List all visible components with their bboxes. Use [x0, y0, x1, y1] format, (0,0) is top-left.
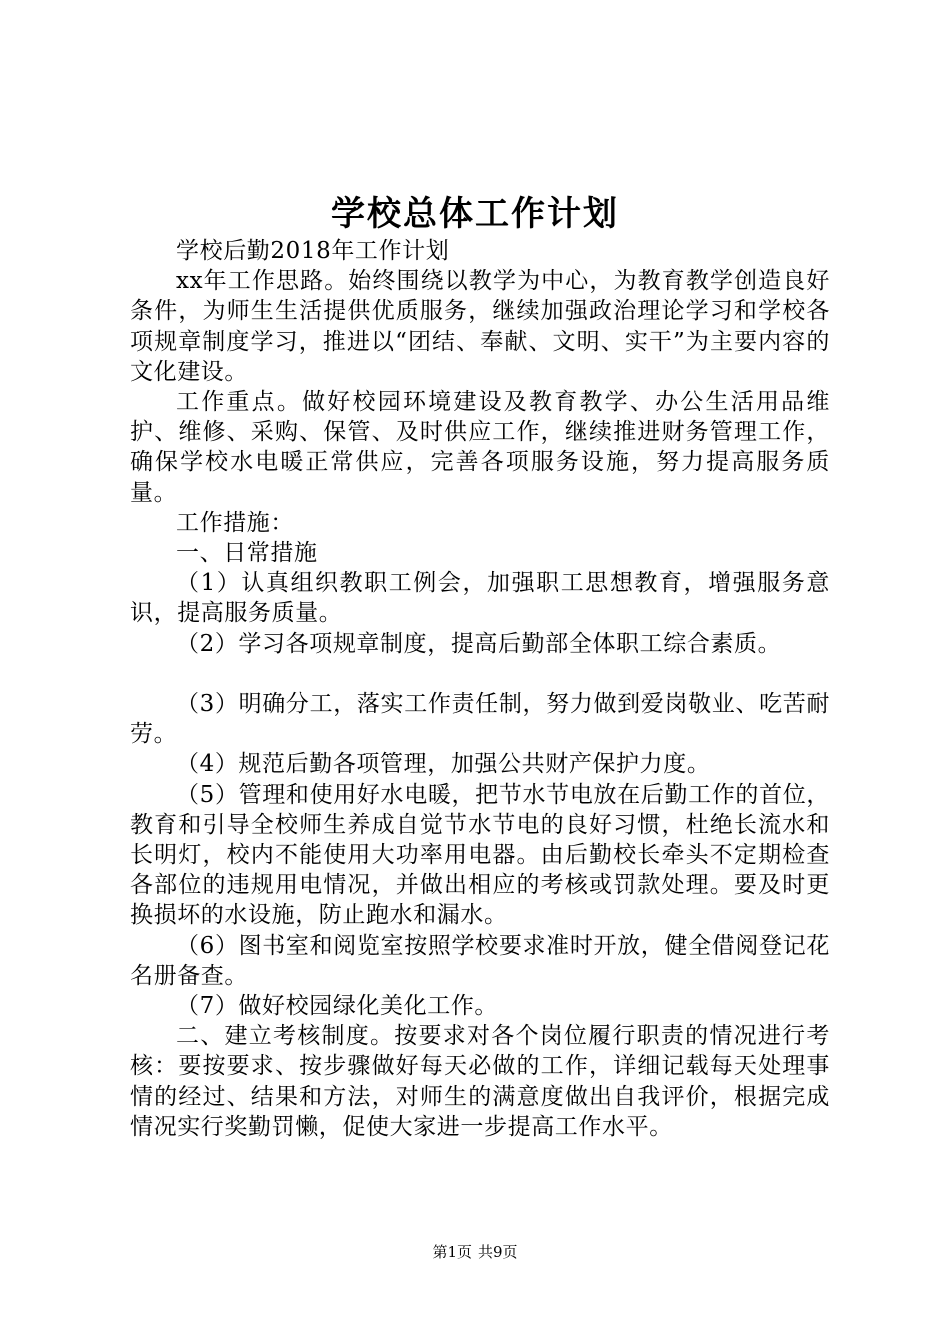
paragraph-item-4: （4）规范后勤各项管理，加强公共财产保护力度。 — [176, 751, 711, 778]
paragraph-item-6: （6）图书室和阅览室按照学校要求准时开放，健全借阅登记花名册备查。 — [130, 932, 830, 989]
paragraph-daily-measures-heading: 一、日常措施 — [176, 540, 318, 567]
document-body — [130, 236, 830, 1142]
page-title: 学校总体工作计划 — [331, 194, 619, 234]
paragraph-work-ideas: xx年工作思路。始终围绕以教学为中心，为教育教学创造良好条件，为师生生活提供优质服务，继续加强政治理论学习和学校各项规章制度学习，推进以“团结、奉献、文明、实干”为主要内容的文化建设。 — [130, 268, 830, 385]
paragraph-item-1: （1）认真组织教职工例会，加强职工思想教育，增强服务意识，提高服务质量。 — [130, 570, 830, 627]
page-total: 共9页 — [478, 1243, 518, 1261]
page-number: 第1页 — [432, 1243, 472, 1261]
paragraph-item-7: （7）做好校园绿化美化工作。 — [176, 993, 499, 1020]
paragraph-measures-heading: 工作措施： — [176, 509, 294, 536]
blank-line — [130, 659, 830, 689]
paragraph-item-3: （3）明确分工，落实工作责任制，努力做到爱岗敬业、吃苦耐劳。 — [130, 691, 830, 748]
paragraph-item-5: （5）管理和使用好水电暖，把节水节电放在后勤工作的首位，教育和引导全校师生养成自觉节水节电的良好习惯，杜绝长流水和长明灯，校内不能使用大功率用电器。由后勤校长牵头不定期检查各部位的违规用电情况，并做出相应的考核或罚款处理。要及时更换损坏的水设施，防止跑水和漏水。 — [130, 781, 830, 929]
paragraph-work-focus: 工作重点。做好校园环境建设及教育教学、办公生活用品维护、维修、采购、保管、及时供应工作，继续推进财务管理工作，确保学校水电暖正常供应，完善各项服务设施，努力提高服务质量。 — [130, 389, 830, 506]
paragraph-item-2: （2）学习各项规章制度，提高后勤部全体职工综合素质。 — [176, 630, 782, 657]
paragraph-subtitle: 学校后勤2018年工作计划 — [176, 238, 450, 264]
paragraph-assessment: 二、建立考核制度。按要求对各个岗位履行职责的情况进行考核：要按要求、按步骤做好每天必做的工作，详细记载每天处理事情的经过、结果和方法，对师生的满意度做出自我评价，根据完成情况实行奖勤罚懒，促使大家进一步提高工作水平。 — [130, 1023, 830, 1140]
page-footer — [0, 1241, 950, 1262]
